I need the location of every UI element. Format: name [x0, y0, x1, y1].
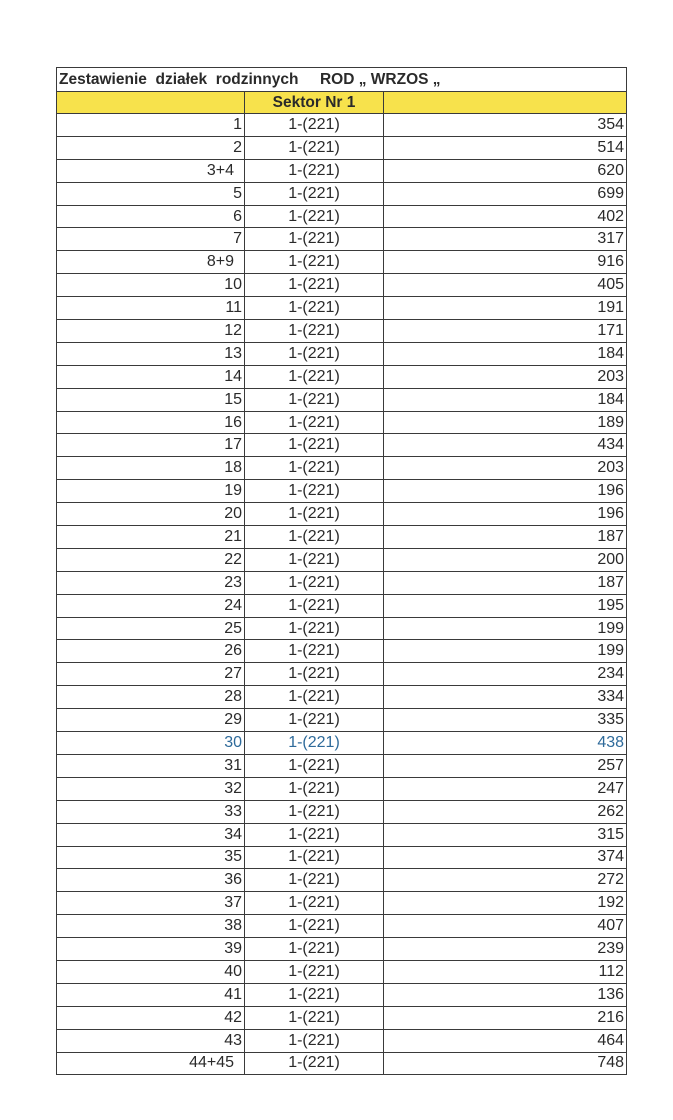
- table-row: [57, 1029, 627, 1052]
- lot-number-cell: 32: [57, 777, 245, 800]
- area-cell: 354: [384, 114, 627, 137]
- lot-number-cell: 19: [57, 480, 245, 503]
- table-row: [57, 342, 627, 365]
- lot-number-cell: 35: [57, 846, 245, 869]
- table-row: [57, 526, 627, 549]
- table-row: [57, 1052, 627, 1075]
- table-row: [57, 274, 627, 297]
- plot-id-cell: 1-(221): [245, 938, 384, 961]
- plot-id-cell: 1-(221): [245, 503, 384, 526]
- lot-number-cell: 26: [57, 640, 245, 663]
- plot-id-cell: 1-(221): [245, 571, 384, 594]
- plot-id-cell: 1-(221): [245, 1006, 384, 1029]
- area-cell: 402: [384, 205, 627, 228]
- lot-number-cell: 2: [57, 136, 245, 159]
- table-row: [57, 983, 627, 1006]
- plot-id-cell: 1-(221): [245, 434, 384, 457]
- plot-id-cell: 1-(221): [245, 457, 384, 480]
- area-cell: 257: [384, 754, 627, 777]
- table-row: [57, 434, 627, 457]
- title-cell: [57, 68, 627, 92]
- lot-number-cell: 7: [57, 228, 245, 251]
- plot-id-cell: 1-(221): [245, 388, 384, 411]
- lot-number-cell: 30: [57, 732, 245, 755]
- lot-number-cell: 27: [57, 663, 245, 686]
- area-cell: 620: [384, 159, 627, 182]
- table-row: [57, 915, 627, 938]
- lot-number-cell: 18: [57, 457, 245, 480]
- table-row: [57, 754, 627, 777]
- plot-id-cell: 1-(221): [245, 823, 384, 846]
- area-cell: 187: [384, 571, 627, 594]
- area-cell: 247: [384, 777, 627, 800]
- lot-number-cell: 12: [57, 320, 245, 343]
- table-row: [57, 571, 627, 594]
- area-cell: 374: [384, 846, 627, 869]
- plot-id-cell: 1-(221): [245, 320, 384, 343]
- table-row: [57, 228, 627, 251]
- lot-number-cell: 3+4: [57, 159, 245, 182]
- table-row: [57, 640, 627, 663]
- table-row: [57, 251, 627, 274]
- table-row: [57, 869, 627, 892]
- table-row: [57, 411, 627, 434]
- area-cell: 514: [384, 136, 627, 159]
- area-cell: 335: [384, 709, 627, 732]
- lot-number-cell: 25: [57, 617, 245, 640]
- table-row: [57, 617, 627, 640]
- lot-number-cell: 43: [57, 1029, 245, 1052]
- table-row: [57, 182, 627, 205]
- table-row: [57, 938, 627, 961]
- plot-id-cell: 1-(221): [245, 411, 384, 434]
- lot-number-cell: 37: [57, 892, 245, 915]
- area-cell: 199: [384, 640, 627, 663]
- lot-number-cell: 21: [57, 526, 245, 549]
- lot-number-cell: 34: [57, 823, 245, 846]
- sector-blank-cell: [57, 92, 245, 114]
- area-cell: 184: [384, 342, 627, 365]
- area-cell: 464: [384, 1029, 627, 1052]
- area-cell: 196: [384, 503, 627, 526]
- plot-id-cell: 1-(221): [245, 342, 384, 365]
- title-row: [57, 68, 627, 92]
- lot-number-cell: 24: [57, 594, 245, 617]
- plot-id-cell: 1-(221): [245, 892, 384, 915]
- area-cell: 334: [384, 686, 627, 709]
- area-cell: 195: [384, 594, 627, 617]
- lot-number-cell: 11: [57, 297, 245, 320]
- area-cell: 216: [384, 1006, 627, 1029]
- table-row: [57, 663, 627, 686]
- area-cell: 262: [384, 800, 627, 823]
- plot-id-cell: 1-(221): [245, 365, 384, 388]
- lot-number-cell: 29: [57, 709, 245, 732]
- area-cell: 136: [384, 983, 627, 1006]
- area-cell: 203: [384, 457, 627, 480]
- plot-id-cell: 1-(221): [245, 960, 384, 983]
- plot-id-cell: 1-(221): [245, 274, 384, 297]
- area-cell: 192: [384, 892, 627, 915]
- plot-id-cell: 1-(221): [245, 228, 384, 251]
- table-row: [57, 320, 627, 343]
- plot-id-cell: 1-(221): [245, 205, 384, 228]
- table-row: [57, 823, 627, 846]
- document-title: Zestawienie działek rodzinnych ROD „ WRZOS „: [59, 70, 441, 88]
- table-row: [57, 892, 627, 915]
- lot-number-cell: 38: [57, 915, 245, 938]
- area-cell: 438: [384, 732, 627, 755]
- plot-id-cell: 1-(221): [245, 136, 384, 159]
- area-cell: 203: [384, 365, 627, 388]
- plot-id-cell: 1-(221): [245, 594, 384, 617]
- table-row: [57, 594, 627, 617]
- table-row: [57, 297, 627, 320]
- plot-id-cell: 1-(221): [245, 915, 384, 938]
- area-cell: 405: [384, 274, 627, 297]
- plot-id-cell: 1-(221): [245, 297, 384, 320]
- lot-number-cell: 5: [57, 182, 245, 205]
- plot-id-cell: 1-(221): [245, 159, 384, 182]
- table-row: [57, 732, 627, 755]
- plot-id-cell: 1-(221): [245, 732, 384, 755]
- table-row: [57, 136, 627, 159]
- plot-id-cell: 1-(221): [245, 251, 384, 274]
- table-row: [57, 1006, 627, 1029]
- plot-id-cell: 1-(221): [245, 846, 384, 869]
- lot-number-cell: 36: [57, 869, 245, 892]
- lot-number-cell: 14: [57, 365, 245, 388]
- area-cell: 748: [384, 1052, 627, 1075]
- lot-number-cell: 1: [57, 114, 245, 137]
- lot-number-cell: 23: [57, 571, 245, 594]
- plot-id-cell: 1-(221): [245, 526, 384, 549]
- spreadsheet: [56, 67, 626, 1075]
- lot-number-cell: 33: [57, 800, 245, 823]
- plot-id-cell: 1-(221): [245, 1052, 384, 1075]
- plot-id-cell: 1-(221): [245, 548, 384, 571]
- sector-blank-cell: [384, 92, 627, 114]
- area-cell: 189: [384, 411, 627, 434]
- table-row: [57, 709, 627, 732]
- table-row: [57, 503, 627, 526]
- lot-number-cell: 16: [57, 411, 245, 434]
- area-cell: 699: [384, 182, 627, 205]
- area-cell: 317: [384, 228, 627, 251]
- table-body: [57, 68, 627, 1075]
- plot-id-cell: 1-(221): [245, 663, 384, 686]
- lot-number-cell: 40: [57, 960, 245, 983]
- table-row: [57, 686, 627, 709]
- lot-number-cell: 8+9: [57, 251, 245, 274]
- area-cell: 171: [384, 320, 627, 343]
- plot-id-cell: 1-(221): [245, 1029, 384, 1052]
- plot-id-cell: 1-(221): [245, 869, 384, 892]
- lot-number-cell: 20: [57, 503, 245, 526]
- table-row: [57, 114, 627, 137]
- lot-number-cell: 6: [57, 205, 245, 228]
- lot-number-cell: 22: [57, 548, 245, 571]
- area-cell: 272: [384, 869, 627, 892]
- plot-id-cell: 1-(221): [245, 800, 384, 823]
- lot-number-cell: 31: [57, 754, 245, 777]
- lot-number-cell: 39: [57, 938, 245, 961]
- area-cell: 234: [384, 663, 627, 686]
- sector-row: [57, 92, 627, 114]
- lot-number-cell: 28: [57, 686, 245, 709]
- table-row: [57, 480, 627, 503]
- area-cell: 199: [384, 617, 627, 640]
- lot-number-cell: 42: [57, 1006, 245, 1029]
- area-cell: 916: [384, 251, 627, 274]
- area-cell: 112: [384, 960, 627, 983]
- lot-number-cell: 41: [57, 983, 245, 1006]
- lot-number-cell: 17: [57, 434, 245, 457]
- plot-id-cell: 1-(221): [245, 480, 384, 503]
- table-row: [57, 159, 627, 182]
- table-row: [57, 800, 627, 823]
- lot-number-cell: 10: [57, 274, 245, 297]
- area-cell: 200: [384, 548, 627, 571]
- table-row: [57, 457, 627, 480]
- sector-label: Sektor Nr 1: [245, 92, 384, 114]
- plot-id-cell: 1-(221): [245, 182, 384, 205]
- table-row: [57, 388, 627, 411]
- lot-number-cell: 44+45: [57, 1052, 245, 1075]
- plot-id-cell: 1-(221): [245, 777, 384, 800]
- table-row: [57, 548, 627, 571]
- plot-id-cell: 1-(221): [245, 754, 384, 777]
- plot-id-cell: 1-(221): [245, 983, 384, 1006]
- area-cell: 239: [384, 938, 627, 961]
- area-cell: 191: [384, 297, 627, 320]
- plot-id-cell: 1-(221): [245, 617, 384, 640]
- table-row: [57, 777, 627, 800]
- area-cell: 187: [384, 526, 627, 549]
- plot-id-cell: 1-(221): [245, 709, 384, 732]
- plot-id-cell: 1-(221): [245, 640, 384, 663]
- area-cell: 184: [384, 388, 627, 411]
- area-cell: 434: [384, 434, 627, 457]
- table-row: [57, 960, 627, 983]
- area-cell: 315: [384, 823, 627, 846]
- plot-id-cell: 1-(221): [245, 686, 384, 709]
- area-cell: 196: [384, 480, 627, 503]
- table-row: [57, 846, 627, 869]
- plots-table: [56, 67, 627, 1075]
- table-row: [57, 205, 627, 228]
- table-row: [57, 365, 627, 388]
- lot-number-cell: 15: [57, 388, 245, 411]
- lot-number-cell: 13: [57, 342, 245, 365]
- plot-id-cell: 1-(221): [245, 114, 384, 137]
- area-cell: 407: [384, 915, 627, 938]
